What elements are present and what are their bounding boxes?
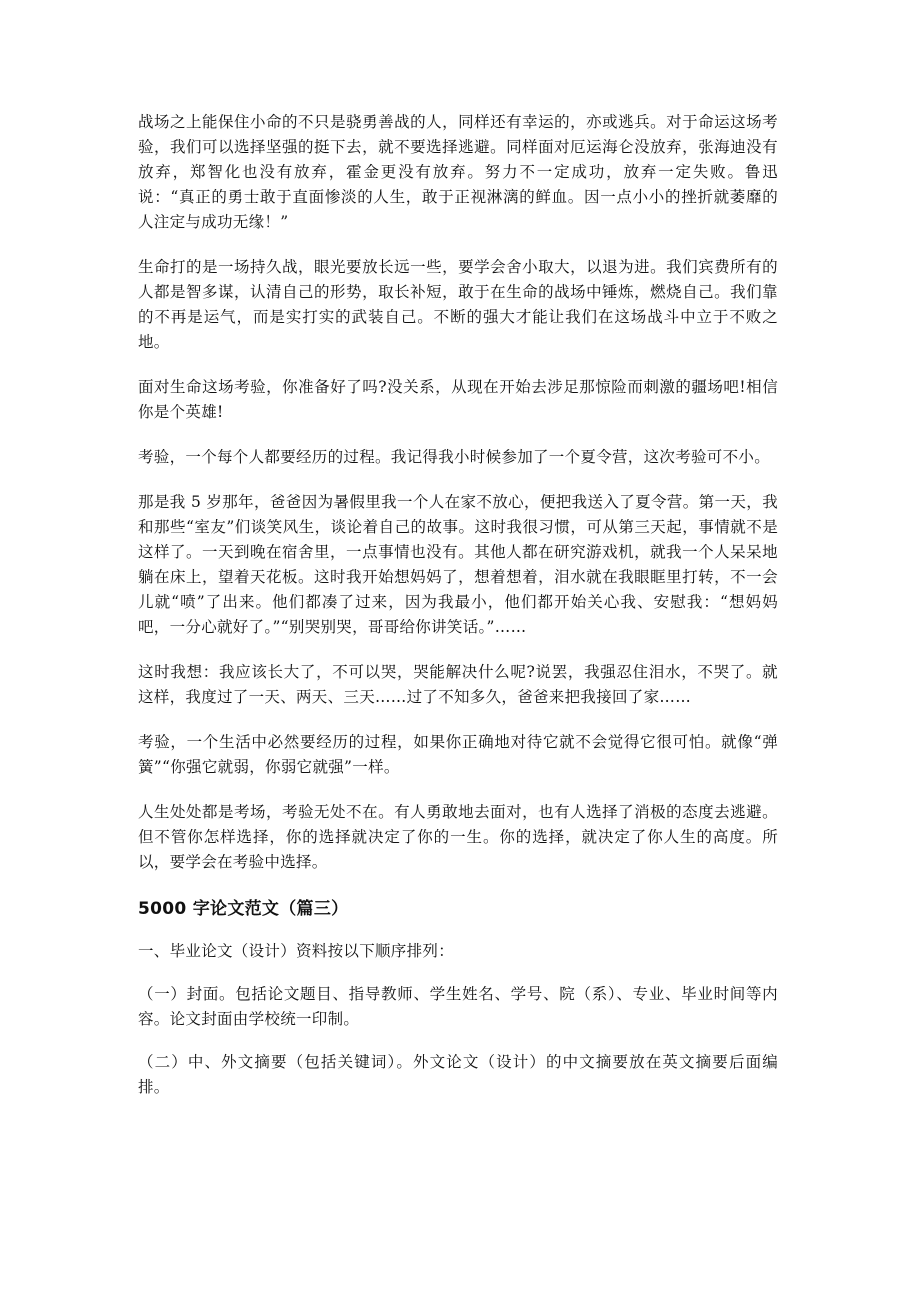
paragraph-7: 考验，一个生活中必然要经历的过程，如果你正确地对待它就不会觉得它很可怕。就像“弹簧”“你强它就弱，你弱它就强”一样。	[138, 733, 778, 776]
section-heading: 5000 字论文范文（篇三）	[138, 899, 349, 919]
paragraph-11: （二）中、外文摘要（包括关键词）。外文论文（设计）的中文摘要放在英文摘要后面编排。	[138, 1053, 778, 1096]
paragraph-9: 一、毕业论文（设计）资料按以下顺序排列：	[138, 942, 455, 960]
paragraph-5: 那是我 5 岁那年，爸爸因为暑假里我一个人在家不放心，便把我送入了夏令营。第一天，我和那些“室友”们谈笑风生，谈论着自己的故事。这时我很习惯，可从第三天起，事情就不是这样了。一天到晚在宿舍里，一点事情也没有。其他人都在研究游戏机，就我一个人呆呆地躺在床上，望着天花板。这时我开始想妈妈了，想着想着，泪水就在我眼眶里打转，不一会儿就“喷”了出来。他们都凑了过来，因为我最小，他们都开始关心我、安慰我：“想妈妈吧，一分心就好了。”“别哭别哭，哥哥给你讲笑话。”……	[138, 493, 778, 636]
paragraph-6: 这时我想：我应该长大了，不可以哭，哭能解决什么呢?说罢，我强忍住泪水，不哭了。就这样，我度过了一天、两天、三天……过了不知多久，爸爸来把我接回了家……	[138, 663, 778, 706]
paragraph-3: 面对生命这场考验，你准备好了吗?没关系，从现在开始去涉足那惊险而刺激的疆场吧!相信你是个英雄!	[138, 378, 778, 421]
paragraph-4: 考验，一个每个人都要经历的过程。我记得我小时候参加了一个夏令营，这次考验可不小。	[138, 448, 771, 466]
document-page	[138, 110, 778, 1118]
paragraph-1: 战场之上能保住小命的不只是骁勇善战的人，同样还有幸运的，亦或逃兵。对于命运这场考验，我们可以选择坚强的挺下去，就不要选择逃避。同样面对厄运海仑没放弃，张海迪没有放弃，郑智化也没有放弃，霍金更没有放弃。努力不一定成功，放弃一定失败。鲁迅说：“真正的勇士敢于直面惨淡的人生，敢于正视淋漓的鲜血。因一点小小的挫折就萎靡的人注定与成功无缘！”	[138, 113, 778, 231]
paragraph-10: （一）封面。包括论文题目、指导教师、学生姓名、学号、院（系）、专业、毕业时间等内容。论文封面由学校统一印制。	[138, 985, 778, 1028]
paragraph-2: 生命打的是一场持久战，眼光要放长远一些，要学会舍小取大，以退为进。我们宾费所有的人都是智多谋，认清自己的形势，取长补短，敢于在生命的战场中锤炼，燃烧自己。我们靠的不再是运气，而是实打实的武装自己。不断的强大才能让我们在这场战斗中立于不败之地。	[138, 258, 778, 351]
paragraph-8: 人生处处都是考场，考验无处不在。有人勇敢地去面对，也有人选择了消极的态度去逃避。但不管你怎样选择，你的选择就决定了你的一生。你的选择，就决定了你人生的高度。所以，要学会在考验中选择。	[138, 803, 778, 871]
